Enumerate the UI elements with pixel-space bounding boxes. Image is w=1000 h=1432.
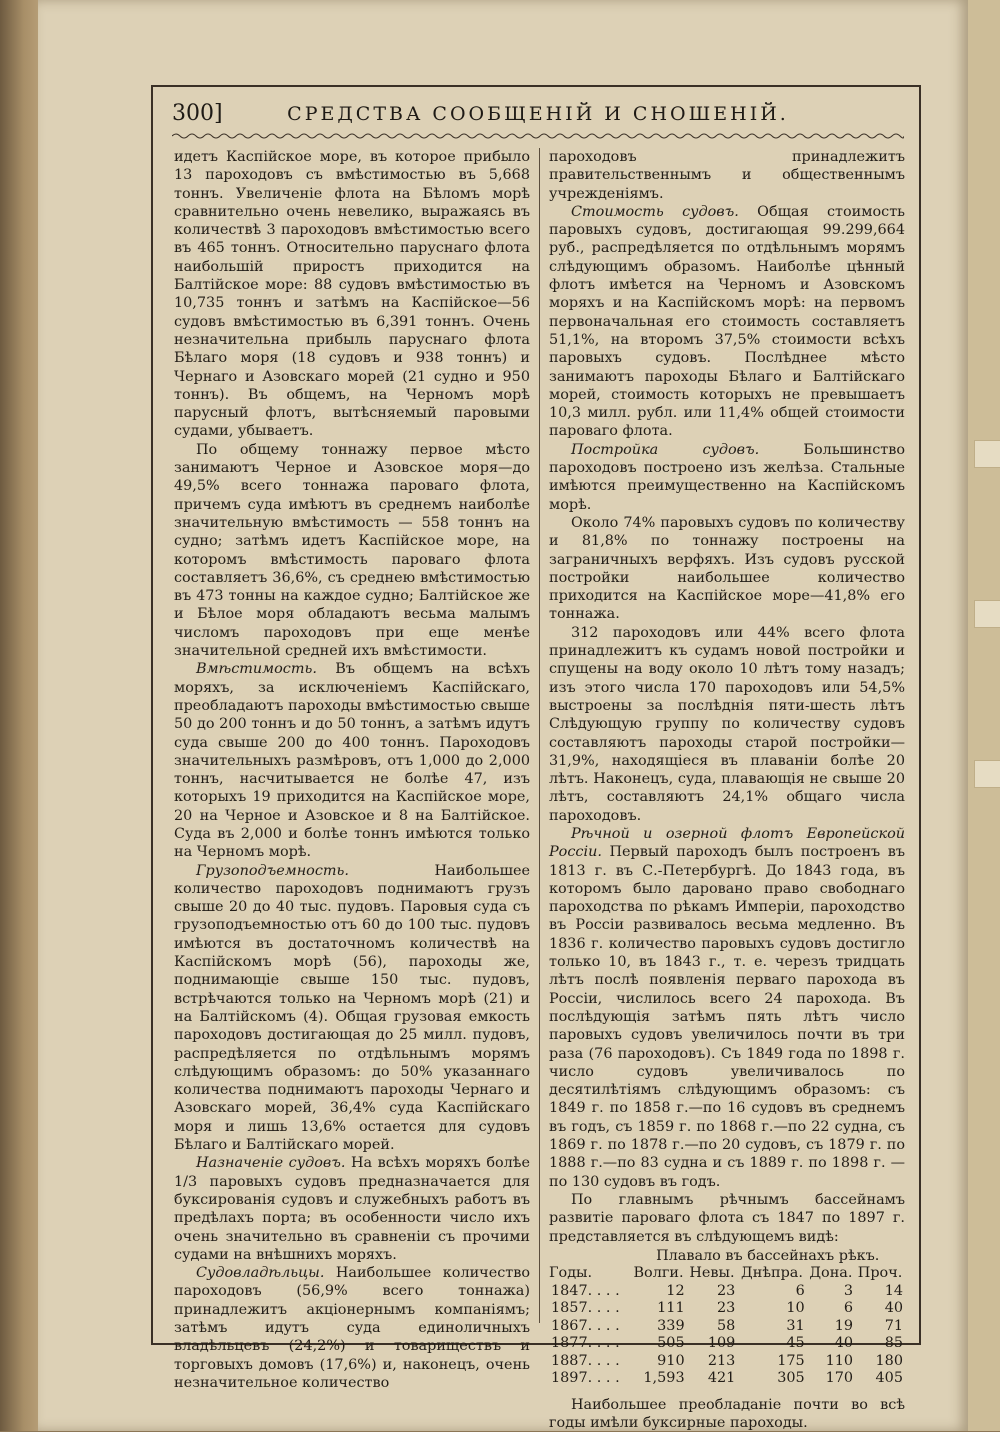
table-cell-year: 1847. . . . [551,1282,620,1299]
left-column [174,148,530,1392]
right-column [549,148,905,1432]
margin-tab [974,760,1000,788]
table-cell: 3 [843,1282,854,1299]
margin-tab [974,600,1000,628]
paragraph-text: Большинство пароходовъ построено изъ желѣза. Стальные имѣются преимущественно на Каспійскомъ морѣ. [549,441,905,513]
table-cell: 12 [666,1282,685,1299]
running-title: СРЕДСТВА СООБЩЕНІЙ И СНОШЕНІЙ. [287,103,789,125]
paragraph-text: Наибольшее количество пароходовъ поднимаютъ грузъ свыше 20 до 40 тыс. пудовъ. Паровыя суда съ грузоподъемностью отъ 60 до 100 тыс. пудовъ имѣются въ достаточномъ количествѣ на Каспійскомъ морѣ (56), пароходы же, поднимающіе свыше 150 тыс. пудовъ, встрѣчаются только на Черномъ морѣ (21) и на Балтійскомъ (4). Общая грузовая емкость пароходовъ достигающая до 25 милл. пудовъ, распредѣляется по отдѣльнымъ морямъ слѣдующимъ образомъ: до 50% указаннаго количества поднимаютъ пароходы Чернаго и Азовскаго морей, 36,4% суда Каспійскаго моря и лишь 13,6% остается для судовъ Бѣлаго и Балтійскаго морей. [174,862,530,1154]
paragraph [549,825,905,1191]
paragraph-text: Въ общемъ на всѣхъ моряхъ, за исключеніемъ Каспійскаго, преобладаютъ пароходы вмѣстимостью свыше 50 до 200 тоннъ и до 50 тоннъ, а затѣмъ идутъ суда свыше 200 до 400 тоннъ. Пароходовъ значительныхъ размѣровъ, отъ 1,000 до 2,000 тоннъ, насчитывается не болѣе 47, изъ которыхъ 19 приходится на Каспійское море, 20 на Черное и Азовское и 8 на Балтійское. Суда въ 2,000 и болѣе тоннъ имѣются только на Черномъ морѣ. [174,661,530,861]
paragraph: По общему тоннажу первое мѣсто занимаютъ Черное и Азовское моря—до 49,5% всего тоннажа пароваго флота, причемъ суда имѣютъ въ среднемъ наиболѣе значительную вмѣстимость — 558 тоннъ на судно; затѣмъ идетъ Каспійское море, на которомъ вмѣстимость пароваго флота составляетъ 36,6%, съ среднею вмѣстимостью въ 473 тонны на каждое судно; Балтійское же и Бѣлое моря обладаютъ весьма малымъ числомъ пароходовъ при еще менѣе значительной средней ихъ вмѣстимости. [174,441,530,660]
table-row [549,1353,905,1371]
paragraph-text: Первый пароходъ былъ построенъ въ 1813 г. въ С.-Петербургѣ. До 1843 года, въ которомъ было даровано право свободнаго пароходства по рѣкамъ Имперіи, пароходство въ Россіи развивалось весьма медленно. Въ 1836 г. количество паровыхъ судовъ достигло только 10, въ 1843 г., т. е. черезъ тридцать лѣтъ послѣ появленія перваго парохода въ Россіи, числилось всего 24 парохода. Въ послѣдующія затѣмъ пять лѣтъ число паровыхъ судовъ увеличилось почти въ три раза (76 пароходовъ). Съ 1849 года по 1898 г. число судовъ увеличивалось по десятилѣтіямъ слѣдующимъ образомъ: съ 1849 г. по 1858 г.—по 16 судовъ въ среднемъ въ годъ, съ 1859 г. по 1868 г.—по 22 судна, съ 1869 г. по 1878 г.—по 20 судовъ, съ 1879 г. по 1888 г.—по 83 судна и съ 1889 г. по 1898 г. — по 130 судовъ въ годъ. [549,844,905,1190]
paragraph-text: Наибольшее количество пароходовъ (56,9% всего тоннажа) принадлежитъ акціонернымъ компаніямъ; затѣмъ идутъ суда единоличныхъ владѣльцевъ (24,2%) и товариществъ и торговыхъ домовъ (17,6%) и, наконецъ, очень незначительное количество [174,1265,530,1391]
paragraph [174,1154,530,1264]
paragraph: пароходовъ принадлежитъ правительственнымъ и общественнымъ учрежденіямъ. [549,149,905,202]
table-cell: 421 [707,1370,736,1387]
paragraph: 312 пароходовъ или 44% всего флота принадлежитъ къ судамъ новой постройки и спущены на воду около 10 лѣтъ тому назадъ; изъ этого числа 170 пароходовъ или 54,5% выстроены за послѣднія пяти-шесть лѣтъ Слѣдующую группу по количеству судовъ составляютъ пароходы старой постройки—31,9%, находящіеся въ плаваніи болѣе 20 лѣтъ. Наконецъ, суда, плавающія не свыше 20 лѣтъ, составляютъ 24,1% общаго числа пароходовъ. [549,624,905,824]
table-row [549,1335,905,1353]
table-column-header: Дона. [809,1265,853,1282]
table-cell: 40 [884,1300,903,1317]
section-heading: Судовладѣльцы. [196,1265,325,1282]
river-fleet-table [549,1248,905,1388]
table-column-header: Невы. [689,1265,735,1282]
table-cell: 1,593 [643,1370,685,1387]
next-page-edge [968,0,1000,1431]
paragraph [174,862,530,1155]
table-cell: 405 [875,1370,903,1387]
wavy-rule [172,130,904,142]
table-cell: 85 [884,1335,903,1352]
table-cell: 6 [795,1282,805,1299]
page-number: 300] [172,101,223,126]
table-years-header: Годы. [549,1265,593,1282]
table-cell: 175 [777,1352,805,1369]
table-cell: 213 [707,1352,736,1369]
column-divider [539,148,540,1323]
table-group-header: Плавало въ бассейнахъ рѣкъ. [656,1247,880,1264]
table-cell: 10 [786,1300,805,1317]
paragraph-text: На всѣхъ моряхъ болѣе 1/3 паровыхъ судовъ предназначается для буксированія судовъ и служебныхъ работъ въ предѣлахъ порта; въ особенности число ихъ очень значительно въ сравненіи съ прочими судами на внѣшнихъ моряхъ. [174,1155,530,1263]
paragraph: По главнымъ рѣчнымъ бассейнамъ развитіе пароваго флота съ 1847 по 1897 г. представляется въ слѣдующемъ видѣ: [549,1191,905,1245]
table-cell: 170 [825,1370,854,1387]
paragraph-text: Общая стоимость паровыхъ судовъ, достигающая 99.299,664 руб., распредѣляется по отдѣльнымъ морямъ слѣдующимъ образомъ. Наиболѣе цѣнный флотъ имѣется на Черномъ и Азовскомъ моряхъ и на Каспійскомъ морѣ: на первомъ первоначальная его стоимость составляетъ 51,1%, на второмъ 37,5% стоимости всѣхъ паровыхъ судовъ. Послѣднее мѣсто занимаютъ пароходы Бѣлаго и Балтійскаго морей, стоимость которыхъ не превышаетъ 10,3 милл. рубл. или 11,4% общей стоимости пароваго флота. [549,203,905,440]
table-cell: 71 [884,1317,903,1334]
table-cell: 19 [834,1317,854,1334]
table-cell: 305 [777,1370,805,1387]
table-cell: 505 [657,1335,685,1352]
table-cell-year: 1867. . . . [551,1317,620,1334]
paragraph: Наибольшее преобладаніе почти во всѣ годы имѣли буксирные пароходы. [549,1396,905,1432]
table-column-header: Волги. [633,1265,684,1282]
table-cell-year: 1887. . . . [551,1352,620,1369]
page-header [172,101,904,129]
table-row [549,1300,905,1318]
section-heading: Рѣчной и озерной флотъ Европейской Россіи. [549,825,905,861]
table-cell-year: 1857. . . . [551,1300,620,1317]
table-cell: 23 [716,1282,736,1299]
table-cell-year: 1897. . . . [551,1370,620,1387]
table-cell: 180 [875,1352,903,1369]
table-cell: 110 [825,1352,854,1369]
table-cell: 339 [657,1317,685,1334]
section-heading: Грузоподъемность. [196,862,349,879]
table-cell: 111 [657,1300,685,1317]
table-cell: 45 [786,1335,805,1352]
paragraph [549,441,905,514]
table-column-header: Проч. [857,1265,903,1282]
table-column-header: Днѣпра. [741,1265,803,1282]
table-cell: 910 [657,1352,685,1369]
section-heading: Вмѣстимость. [196,661,317,678]
table-cell: 14 [884,1282,903,1299]
paragraph [549,203,905,441]
margin-tab [974,440,1000,468]
paragraph: идетъ Каспійское море, въ которое прибыло 13 пароходовъ съ вмѣстимостью въ 5,668 тоннъ. Увеличеніе флота на Бѣломъ морѣ сравнительно очень невелико, выражаясь въ количествѣ 3 пароходовъ вмѣстимостью всего въ 465 тоннъ. Относительно паруснаго флота наибольшій приростъ приходится на Балтійское море: 88 судовъ вмѣстимостью въ 10,735 тоннъ и затѣмъ на Каспійское—56 судовъ вмѣстимостью въ 6,391 тоннъ. Очень незначительна прибыль паруснаго флота Бѣлаго моря (18 судовъ и 938 тоннъ) и Чернаго и Азовскаго морей (21 судно и 950 тоннъ). Въ общемъ, на Черномъ морѣ парусный флотъ, вытѣсняемый паровыми судами, убываетъ. [174,149,530,440]
paragraph [174,1264,530,1392]
table-row [549,1370,905,1388]
table-cell: 40 [834,1335,854,1352]
table-cell: 109 [707,1335,736,1352]
section-heading: Постройка судовъ. [571,441,760,458]
table-cell: 58 [716,1317,736,1334]
section-heading: Назначеніе судовъ. [196,1155,346,1172]
table-cell: 6 [843,1300,854,1317]
table-cell-year: 1877. . . . [551,1335,620,1352]
section-heading: Стоимость судовъ. [571,203,739,220]
table-cell: 31 [786,1317,805,1334]
table-row [549,1283,905,1301]
paragraph [174,660,530,861]
table-cell: 23 [716,1300,736,1317]
table-row [549,1318,905,1336]
paragraph: Около 74% паровыхъ судовъ по количеству и 81,8% по тоннажу построены на заграничныхъ верфяхъ. Изъ судовъ русской постройки наибольшее количество приходится на Каспійское море—41,8% его тоннажа. [549,514,905,623]
